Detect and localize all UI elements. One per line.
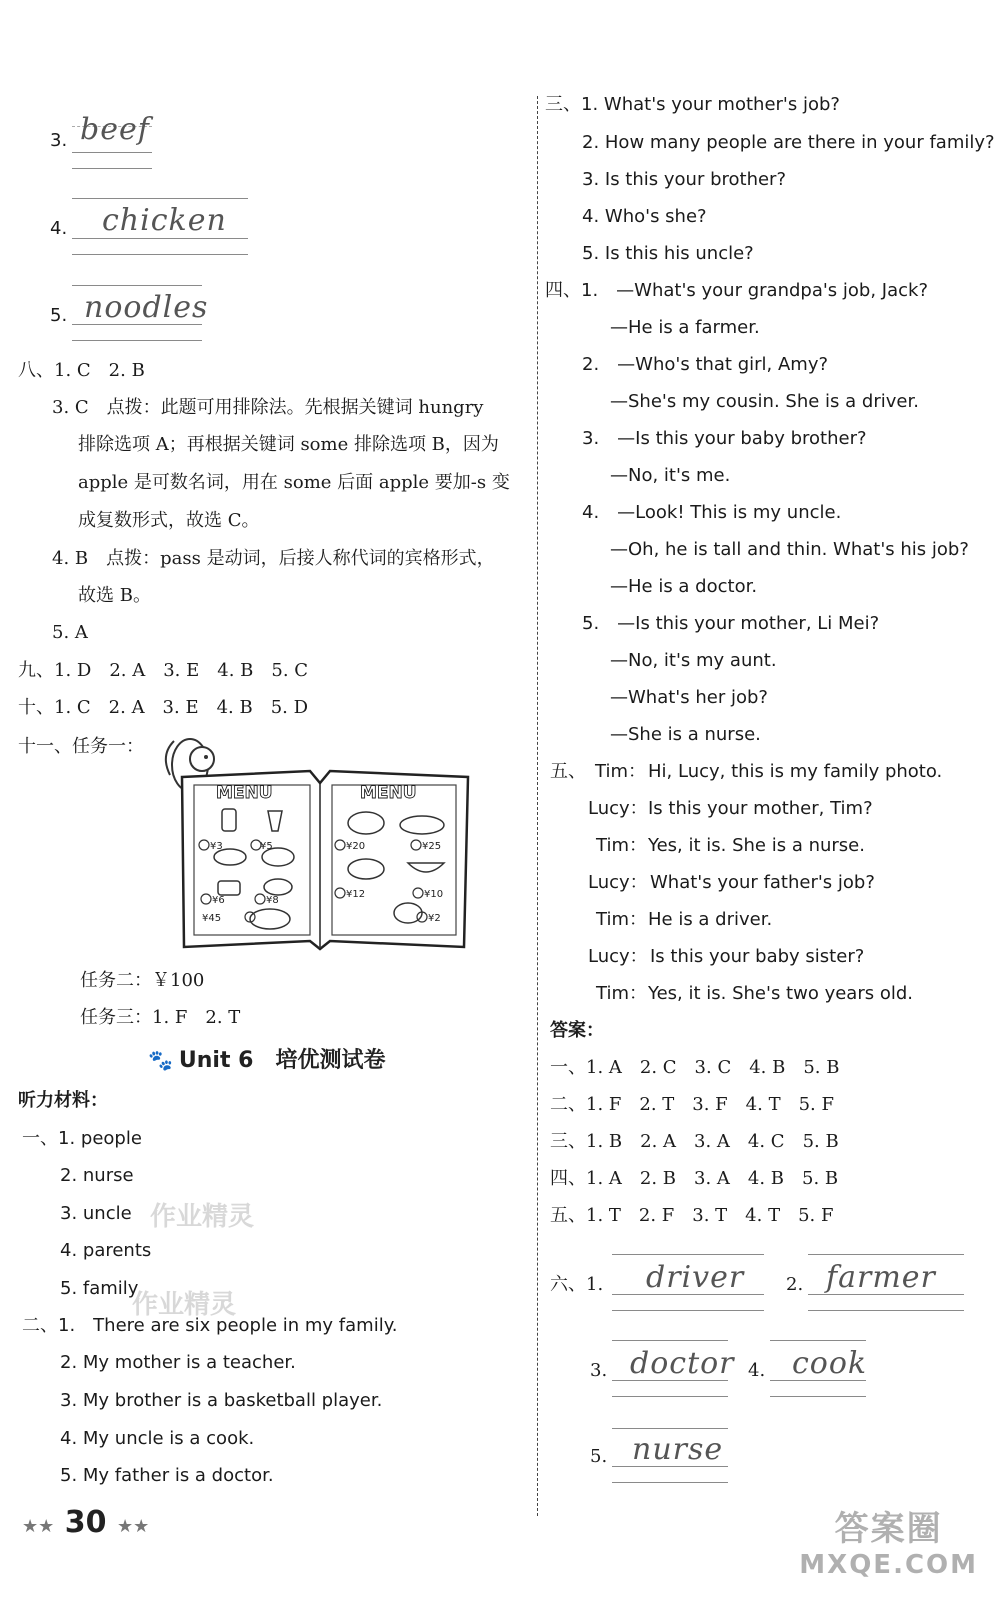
sec2-item3: 3. My brother is a basketball player. [60, 1390, 383, 1411]
sec8-item3-l4: 成复数形式，故选 C。 [78, 510, 260, 531]
sec4-line: —No, it's my aunt. [610, 650, 777, 671]
sec5-speaker: Lucy： [588, 872, 648, 893]
sec11-task1: 十一、任务一： [18, 736, 144, 757]
sec5-speaker: Tim： [596, 909, 647, 930]
hw-baseline [770, 1396, 866, 1397]
sec6-num-5: 5. [590, 1446, 608, 1467]
sec5-text: Hi, Lucy, this is my family photo. [648, 761, 943, 782]
sec4-line: —He is a doctor. [610, 576, 758, 597]
price-right-5: ¥2 [428, 913, 441, 924]
hw-baseline [72, 324, 202, 325]
page-number [22, 1505, 149, 1540]
sec3-item5: 5. Is this his uncle? [582, 243, 754, 264]
sec10-answers: 十、1. C 2. A 3. E 4. B 5. D [18, 697, 309, 718]
hw-baseline [72, 254, 248, 255]
hw-guide [72, 285, 202, 286]
sec5-text: Yes, it is. She's two years old. [648, 983, 913, 1004]
sec3-item2: 2. How many people are there in your family? [582, 132, 995, 153]
price-left-4: ¥8 [266, 895, 279, 906]
price-right-2: ¥25 [422, 841, 442, 852]
sec5-text: What's your father's job? [650, 872, 875, 893]
paw-icon: 🐾 [148, 1048, 173, 1072]
star-icon: ★★ [116, 1516, 150, 1537]
hw-baseline [72, 168, 152, 169]
sec5-speaker: Lucy： [588, 946, 648, 967]
price-right-3: ¥12 [346, 889, 366, 900]
sec2-item2: 2. My mother is a teacher. [60, 1352, 296, 1373]
sec4-line: —He is a farmer. [610, 317, 760, 338]
sec4-line: —She is a nurse. [610, 724, 761, 745]
hw-baseline [770, 1380, 866, 1381]
sec4-line: 四、1. —What's your grandpa's job, Jack? [545, 280, 929, 301]
hw-baseline [808, 1294, 964, 1295]
hw-baseline [612, 1396, 728, 1397]
menu-illustration [160, 735, 480, 957]
sec6-num-2: 2. [786, 1274, 804, 1295]
corner-watermark-line1: 答案圈 [834, 1509, 943, 1549]
hw-word-beef: beef [80, 112, 150, 147]
sec1-item2: 2. nurse [60, 1165, 134, 1186]
column-divider [537, 96, 538, 1516]
hw-guide [612, 1254, 764, 1255]
sec1-item4: 4. parents [60, 1240, 152, 1261]
sec1-item3: 3. uncle [60, 1203, 132, 1224]
sec5-text: He is a driver. [648, 909, 773, 930]
sec8-line1: 八、1. C 2. B [18, 360, 145, 381]
price-right-1: ¥20 [346, 841, 366, 852]
sec5-text: Is this your mother, Tim? [648, 798, 873, 819]
sec4-line: 3. —Is this your baby brother? [582, 428, 867, 449]
corner-watermark-line2: MXQE.COM [799, 1550, 978, 1580]
hw-baseline [612, 1310, 764, 1311]
hw-word-noodles: noodles [84, 290, 209, 325]
sec6-num-3: 3. [590, 1360, 608, 1381]
price-left-2: ¥5 [260, 841, 273, 852]
answers-sec3: 三、1. B 2. A 3. A 4. C 5. B [550, 1131, 839, 1152]
hw-guide [808, 1254, 964, 1255]
hw-baseline [72, 340, 202, 341]
sec6-num-4: 4. [748, 1360, 766, 1381]
sec8-item3-l1: 3. C 点拨：此题可用排除法。先根据关键词 hungry [52, 397, 484, 418]
sec5-speaker: Lucy： [588, 798, 648, 819]
sec5-text: Is this your baby sister? [650, 946, 865, 967]
hw-word-driver: driver [646, 1260, 745, 1295]
sec5-speaker: Tim： [596, 835, 647, 856]
watermark-logo: 作业精灵 [132, 1290, 237, 1320]
watermark-logo: 作业精灵 [150, 1202, 255, 1232]
hw-baseline [612, 1294, 764, 1295]
sec2-item5: 5. My father is a doctor. [60, 1465, 274, 1486]
sec3-item1: 三、1. What's your mother's job? [545, 94, 840, 115]
sec8-item3-l2: 排除选项 A；再根据关键词 some 排除选项 B，因为 [78, 434, 499, 455]
corner-watermark-logo [799, 1501, 978, 1580]
hw-num-3: 3. [50, 130, 68, 151]
price-left-5: ¥45 [202, 913, 222, 924]
sec6-label: 六、1. [550, 1274, 604, 1295]
hw-word-farmer: farmer [826, 1260, 936, 1295]
sec4-line: —She's my cousin. She is a driver. [610, 391, 919, 412]
sec3-item3: 3. Is this your brother? [582, 169, 787, 190]
hw-baseline [72, 152, 152, 153]
sec2-item4: 4. My uncle is a cook. [60, 1428, 255, 1449]
sec4-line: —What's her job? [610, 687, 768, 708]
unit-heading [148, 1043, 385, 1074]
price-left-1: ¥3 [210, 841, 223, 852]
hw-baseline [612, 1482, 728, 1483]
answers-sec2: 二、1. F 2. T 3. F 4. T 5. F [550, 1094, 834, 1115]
hw-baseline [808, 1310, 964, 1311]
sec5-speaker: Tim： [596, 983, 647, 1004]
listening-title: 听力材料： [18, 1090, 108, 1111]
menu-title-left: MENU [216, 783, 273, 803]
sec2-item1: 二、1. There are six people in my family. [22, 1315, 398, 1336]
hw-guide [770, 1340, 866, 1341]
sec5-text: Yes, it is. She is a nurse. [648, 835, 865, 856]
sec9-answers: 九、1. D 2. A 3. E 4. B 5. C [18, 660, 309, 681]
sec4-line: 2. —Who's that girl, Amy? [582, 354, 829, 375]
price-right-4: ¥10 [424, 889, 444, 900]
sec3-item4: 4. Who's she? [582, 206, 707, 227]
hw-baseline [612, 1466, 728, 1467]
answers-sec4: 四、1. A 2. B 3. A 4. B 5. B [550, 1168, 839, 1189]
hw-guide [612, 1340, 728, 1341]
sec8-item3-l3: apple 是可数名词，用在 some 后面 apple 要加-s 变 [78, 472, 510, 493]
hw-guide [612, 1428, 728, 1429]
hw-word-doctor: doctor [630, 1346, 735, 1381]
hw-num-5: 5. [50, 305, 68, 326]
sec4-line: —Oh, he is tall and thin. What's his job? [610, 539, 969, 560]
sec4-line: 4. —Look! This is my uncle. [582, 502, 842, 523]
price-left-3: ¥6 [212, 895, 225, 906]
hw-word-cook: cook [792, 1346, 868, 1381]
sec11-task2: 任务二：￥100 [80, 970, 205, 991]
page-number-text: 30 [64, 1505, 107, 1540]
menu-title-right: MENU [360, 783, 417, 803]
answers-title: 答案： [550, 1020, 604, 1041]
answers-sec1: 一、1. A 2. C 3. C 4. B 5. B [550, 1057, 840, 1078]
sec1-item5: 5. family [60, 1278, 139, 1299]
star-icon: ★★ [22, 1516, 55, 1537]
sec8-item4-l1: 4. B 点拨：pass 是动词，后接人称代词的宾格形式， [52, 548, 495, 569]
hw-baseline [612, 1380, 728, 1381]
hw-guide [72, 198, 248, 199]
sec4-line: —No, it's me. [610, 465, 731, 486]
answers-sec5: 五、1. T 2. F 3. T 4. T 5. F [550, 1205, 834, 1226]
sec4-line: 5. —Is this your mother, Li Mei? [582, 613, 880, 634]
sec1-item1: 一、1. people [22, 1128, 142, 1149]
hw-baseline [72, 238, 248, 239]
sec5-speaker: 五、 Tim： [550, 761, 646, 782]
sec8-item4-l2: 故选 B。 [78, 585, 151, 606]
hw-word-chicken: chicken [102, 203, 227, 238]
hw-word-nurse: nurse [632, 1432, 724, 1467]
unit-heading-text: Unit 6 培优测试卷 [178, 1048, 386, 1073]
sec11-task3: 任务三：1. F 2. T [80, 1007, 241, 1028]
sec8-item5: 5. A [52, 622, 88, 643]
hw-num-4: 4. [50, 218, 68, 239]
